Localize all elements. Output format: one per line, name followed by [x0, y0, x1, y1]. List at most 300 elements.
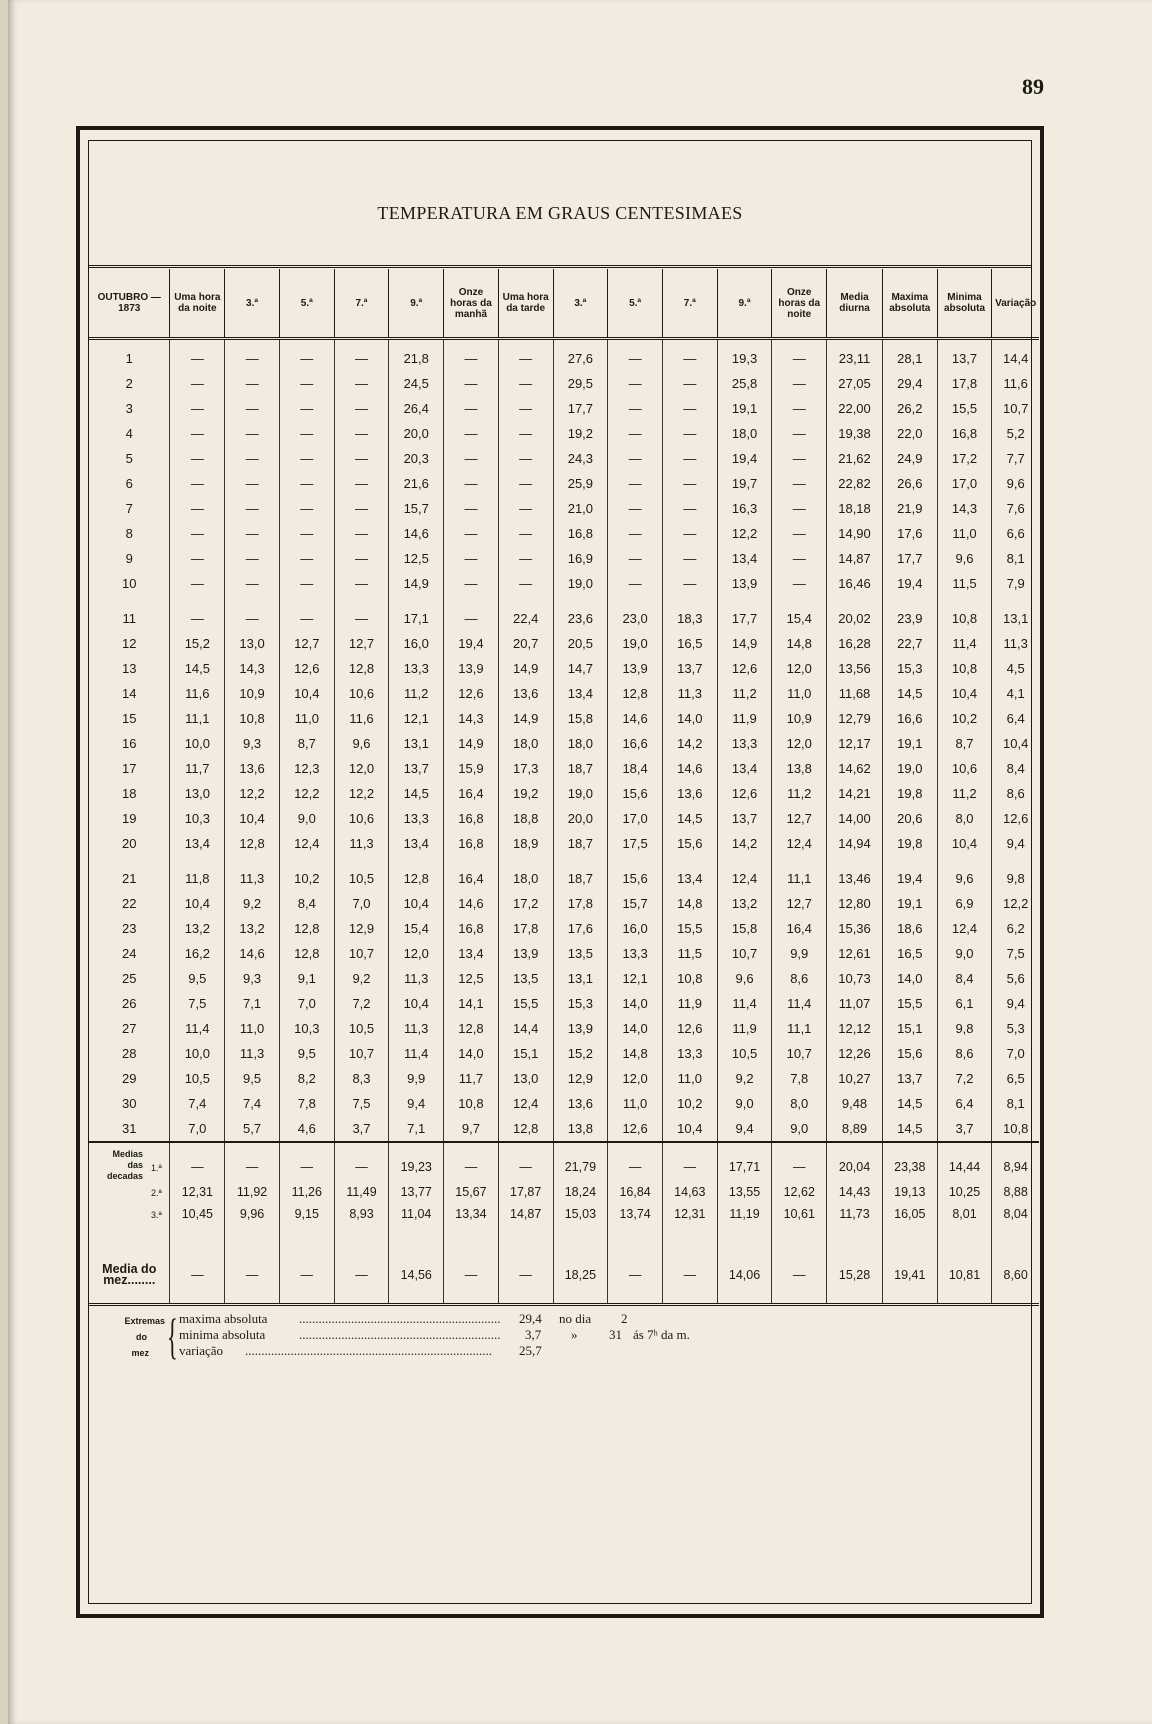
value-cell: —	[170, 1142, 225, 1181]
value-cell: —	[334, 371, 389, 396]
value-cell: 8,2	[279, 1066, 334, 1091]
value-cell: 7,0	[170, 1116, 225, 1142]
value-cell: —	[608, 339, 663, 372]
value-cell: 12,4	[772, 831, 827, 856]
value-cell: 15,67	[444, 1181, 499, 1203]
value-cell: 4,1	[992, 681, 1039, 706]
value-cell: 9,5	[279, 1041, 334, 1066]
table-row	[89, 916, 1039, 941]
value-cell: 14,87	[498, 1203, 553, 1243]
value-cell: 27,05	[827, 371, 883, 396]
value-cell: —	[498, 371, 553, 396]
value-cell: 12,31	[170, 1181, 225, 1203]
table-row	[89, 339, 1039, 372]
value-cell: 15,6	[608, 856, 663, 891]
value-cell: 15,28	[827, 1243, 883, 1305]
value-cell: 24,3	[553, 446, 608, 471]
value-cell: 4,6	[279, 1116, 334, 1142]
value-cell: 15,5	[498, 991, 553, 1016]
value-cell: 13,4	[717, 756, 772, 781]
value-cell: —	[498, 1142, 553, 1181]
day-cell: 17	[122, 761, 137, 776]
value-cell: —	[772, 546, 827, 571]
extremes-label: Extremas do mez	[124, 1316, 165, 1358]
value-cell: 12,61	[827, 941, 883, 966]
value-cell: 11,2	[772, 781, 827, 806]
table-row	[89, 1016, 1039, 1041]
value-cell: 17,7	[882, 546, 937, 571]
value-cell: 14,0	[608, 991, 663, 1016]
day-cell: 9	[125, 551, 133, 566]
value-cell: 19,0	[608, 631, 663, 656]
value-cell: 11,7	[170, 756, 225, 781]
value-cell: 11,0	[772, 681, 827, 706]
value-cell: 11,73	[827, 1203, 883, 1243]
value-cell: 12,8	[389, 856, 444, 891]
value-cell: 11,4	[170, 1016, 225, 1041]
value-cell: —	[608, 1142, 663, 1181]
value-cell: 15,3	[553, 991, 608, 1016]
value-cell: 14,2	[662, 731, 717, 756]
day-cell: 10	[122, 576, 137, 591]
value-cell: 18,0	[717, 421, 772, 446]
value-cell: —	[662, 1142, 717, 1181]
value-cell: 14,5	[882, 1091, 937, 1116]
day-cell: 7	[125, 501, 133, 516]
value-cell: 12,62	[772, 1181, 827, 1203]
table-title: TEMPERATURA EM GRAUS CENTESIMAES	[377, 203, 743, 223]
value-cell: 11,4	[772, 991, 827, 1016]
value-cell: 14,6	[225, 941, 280, 966]
value-cell: 12,8	[498, 1116, 553, 1142]
value-cell: —	[279, 339, 334, 372]
value-cell: 15,8	[717, 916, 772, 941]
value-cell: 11,2	[717, 681, 772, 706]
value-cell: 10,4	[279, 681, 334, 706]
value-cell: 16,84	[608, 1181, 663, 1203]
day-cell: 5	[125, 451, 133, 466]
title-rule	[89, 265, 1031, 268]
table-row	[89, 991, 1039, 1016]
value-cell: 6,2	[992, 916, 1039, 941]
value-cell: 13,55	[717, 1181, 772, 1203]
value-cell: 13,6	[553, 1091, 608, 1116]
value-cell: 22,00	[827, 396, 883, 421]
value-cell: 13,9	[608, 656, 663, 681]
value-cell: 18,25	[553, 1243, 608, 1305]
value-cell: 13,4	[717, 546, 772, 571]
value-cell: 15,6	[608, 781, 663, 806]
value-cell: 10,6	[334, 681, 389, 706]
value-cell: 9,8	[937, 1016, 992, 1041]
value-cell: 13,2	[717, 891, 772, 916]
value-cell: 11,04	[389, 1203, 444, 1243]
value-cell: 5,7	[225, 1116, 280, 1142]
value-cell: 20,3	[389, 446, 444, 471]
value-cell: 13,4	[553, 681, 608, 706]
value-cell: 11,4	[389, 1041, 444, 1066]
value-cell: 12,4	[717, 856, 772, 891]
value-cell: 15,03	[553, 1203, 608, 1243]
value-cell: 8,0	[937, 806, 992, 831]
value-cell: 14,2	[717, 831, 772, 856]
value-cell: 9,4	[992, 991, 1039, 1016]
value-cell: 7,4	[225, 1091, 280, 1116]
value-cell: —	[608, 471, 663, 496]
value-cell: 19,7	[717, 471, 772, 496]
value-cell: 16,4	[444, 856, 499, 891]
table-row	[89, 421, 1039, 446]
table-row	[89, 831, 1039, 856]
value-cell: 25,8	[717, 371, 772, 396]
dot-leader: ..............................................................	[299, 1327, 501, 1342]
value-cell: 10,3	[279, 1016, 334, 1041]
day-cell: 29	[122, 1071, 137, 1086]
value-cell: 10,9	[225, 681, 280, 706]
table-row	[89, 446, 1039, 471]
value-cell: 9,5	[170, 966, 225, 991]
value-cell: —	[170, 446, 225, 471]
h9-evening-header: 9.ª	[717, 269, 772, 339]
value-cell: 6,4	[937, 1091, 992, 1116]
value-cell: 18,0	[498, 856, 553, 891]
value-cell: 23,11	[827, 339, 883, 372]
value-cell: 19,23	[389, 1142, 444, 1181]
value-cell: —	[444, 446, 499, 471]
value-cell: 10,7	[992, 396, 1039, 421]
table-row	[89, 756, 1039, 781]
value-cell: 5,6	[992, 966, 1039, 991]
value-cell: 23,9	[882, 596, 937, 631]
decade-label-cell	[89, 1181, 170, 1203]
value-cell: 12,8	[444, 1016, 499, 1041]
value-cell: 7,5	[334, 1091, 389, 1116]
value-cell: 12,6	[662, 1016, 717, 1041]
value-cell: 19,8	[882, 781, 937, 806]
value-cell: 11,3	[334, 831, 389, 856]
value-cell: 11,5	[662, 941, 717, 966]
value-cell: 16,9	[553, 546, 608, 571]
value-cell: 16,8	[553, 521, 608, 546]
value-cell: 11,4	[937, 631, 992, 656]
value-cell: 9,0	[937, 941, 992, 966]
value-cell: —	[498, 421, 553, 446]
value-cell: 15,4	[389, 916, 444, 941]
value-cell: 6,6	[992, 521, 1039, 546]
value-cell: 8,6	[992, 781, 1039, 806]
value-cell: 10,5	[334, 1016, 389, 1041]
value-cell: 12,3	[279, 756, 334, 781]
day-cell: 1	[125, 351, 133, 366]
value-cell: 20,0	[389, 421, 444, 446]
value-cell: 11,2	[937, 781, 992, 806]
day-cell: 4	[125, 426, 133, 441]
value-cell: 13,1	[389, 731, 444, 756]
uma-hora-tarde-header: Uma hora da tarde	[498, 269, 553, 339]
value-cell: 14,3	[937, 496, 992, 521]
value-cell: 12,6	[717, 656, 772, 681]
value-cell: 9,9	[772, 941, 827, 966]
extreme-var-value: 25,7	[519, 1343, 542, 1358]
value-cell: 8,1	[992, 1091, 1039, 1116]
value-cell: 12,9	[334, 916, 389, 941]
value-cell: 12,7	[334, 631, 389, 656]
value-cell: 13,0	[225, 631, 280, 656]
value-cell: 11,26	[279, 1181, 334, 1203]
value-cell: 19,13	[882, 1181, 937, 1203]
value-cell: —	[444, 596, 499, 631]
value-cell: 12,2	[225, 781, 280, 806]
value-cell: 24,9	[882, 446, 937, 471]
value-cell: 13,8	[772, 756, 827, 781]
value-cell: 12,6	[608, 1116, 663, 1142]
value-cell: 7,2	[937, 1066, 992, 1091]
value-cell: 13,7	[662, 656, 717, 681]
value-cell: 27,6	[553, 339, 608, 372]
value-cell: 10,4	[170, 891, 225, 916]
value-cell: 15,5	[662, 916, 717, 941]
value-cell: 8,04	[992, 1203, 1039, 1243]
extreme-max-day: 2	[621, 1311, 628, 1326]
table-row	[89, 371, 1039, 396]
decade-number: 1.ª	[151, 1163, 162, 1173]
value-cell: 10,25	[937, 1181, 992, 1203]
value-cell: 14,9	[498, 656, 553, 681]
decade-number: 2.ª	[151, 1188, 162, 1198]
value-cell: 13,9	[498, 941, 553, 966]
value-cell: 9,4	[992, 831, 1039, 856]
value-cell: 13,5	[498, 966, 553, 991]
value-cell: 11,3	[662, 681, 717, 706]
value-cell: 16,2	[170, 941, 225, 966]
value-cell: 15,1	[882, 1016, 937, 1041]
value-cell: —	[608, 421, 663, 446]
value-cell: —	[772, 1142, 827, 1181]
value-cell: 13,8	[553, 1116, 608, 1142]
value-cell: 13,7	[717, 806, 772, 831]
value-cell: 9,6	[937, 546, 992, 571]
value-cell: —	[170, 396, 225, 421]
value-cell: 10,8	[992, 1116, 1039, 1142]
value-cell: —	[444, 339, 499, 372]
value-cell: 26,6	[882, 471, 937, 496]
value-cell: —	[279, 396, 334, 421]
value-cell: —	[608, 446, 663, 471]
h3-afternoon-header: 3.ª	[553, 269, 608, 339]
value-cell: —	[225, 571, 280, 596]
value-cell: —	[772, 396, 827, 421]
value-cell: —	[334, 471, 389, 496]
value-cell: 14,9	[717, 631, 772, 656]
day-cell: 21	[122, 871, 137, 886]
extreme-min-label: minima absoluta	[179, 1327, 266, 1342]
h9-day-header: 9.ª	[389, 269, 444, 339]
value-cell: 13,9	[444, 656, 499, 681]
value-cell: 11,92	[225, 1181, 280, 1203]
value-cell: 9,96	[225, 1203, 280, 1243]
value-cell: 17,3	[498, 756, 553, 781]
value-cell: 17,5	[608, 831, 663, 856]
value-cell: 9,6	[717, 966, 772, 991]
value-cell: 11,3	[225, 1041, 280, 1066]
table-row	[89, 496, 1039, 521]
value-cell: 11,0	[608, 1091, 663, 1116]
value-cell: 19,2	[498, 781, 553, 806]
value-cell: 18,8	[498, 806, 553, 831]
value-cell: 19,4	[882, 856, 937, 891]
value-cell: 11,3	[389, 966, 444, 991]
value-cell: 11,7	[444, 1066, 499, 1091]
value-cell: 5,2	[992, 421, 1039, 446]
value-cell: —	[608, 396, 663, 421]
value-cell: 20,5	[553, 631, 608, 656]
value-cell: 10,2	[662, 1091, 717, 1116]
value-cell: 16,4	[444, 781, 499, 806]
value-cell: 14,6	[389, 521, 444, 546]
value-cell: 7,0	[334, 891, 389, 916]
value-cell: 14,3	[225, 656, 280, 681]
value-cell: 13,1	[553, 966, 608, 991]
value-cell: 16,3	[717, 496, 772, 521]
value-cell: 15,9	[444, 756, 499, 781]
value-cell: —	[444, 546, 499, 571]
value-cell: —	[444, 496, 499, 521]
value-cell: 11,07	[827, 991, 883, 1016]
value-cell: 24,5	[389, 371, 444, 396]
value-cell: 15,2	[553, 1041, 608, 1066]
value-cell: —	[225, 596, 280, 631]
value-cell: —	[772, 471, 827, 496]
value-cell: 10,7	[334, 1041, 389, 1066]
dot-leader: ............................................................................	[245, 1343, 492, 1358]
value-cell: 11,4	[717, 991, 772, 1016]
value-cell: 9,9	[389, 1066, 444, 1091]
decade-label-cell	[89, 1142, 170, 1181]
value-cell: 6,4	[992, 706, 1039, 731]
value-cell: 7,9	[992, 571, 1039, 596]
value-cell: 15,6	[882, 1041, 937, 1066]
value-cell: 15,4	[772, 596, 827, 631]
value-cell: 13,3	[608, 941, 663, 966]
day-cell: 2	[125, 376, 133, 391]
value-cell: 9,0	[717, 1091, 772, 1116]
value-cell: 7,5	[992, 941, 1039, 966]
value-cell: —	[444, 371, 499, 396]
day-cell: 19	[122, 811, 137, 826]
value-cell: 18,24	[553, 1181, 608, 1203]
value-cell: 13,4	[662, 856, 717, 891]
value-cell: —	[279, 546, 334, 571]
value-cell: 19,8	[882, 831, 937, 856]
value-cell: 21,0	[553, 496, 608, 521]
value-cell: —	[334, 546, 389, 571]
table-frame	[76, 126, 1044, 1618]
day-cell: 30	[122, 1096, 137, 1111]
value-cell: —	[225, 521, 280, 546]
value-cell: 14,94	[827, 831, 883, 856]
extreme-max-label: maxima absoluta	[179, 1311, 268, 1326]
value-cell: —	[225, 339, 280, 372]
value-cell: 13,7	[882, 1066, 937, 1091]
value-cell: 18,7	[553, 756, 608, 781]
uma-hora-noite-header: Uma hora da noite	[170, 269, 225, 339]
value-cell: —	[662, 446, 717, 471]
value-cell: 14,9	[389, 571, 444, 596]
value-cell: 10,61	[772, 1203, 827, 1243]
value-cell: 9,7	[444, 1116, 499, 1142]
value-cell: —	[279, 421, 334, 446]
value-cell: 14,3	[444, 706, 499, 731]
table-row	[89, 596, 1039, 631]
value-cell: 20,0	[553, 806, 608, 831]
table-row	[89, 781, 1039, 806]
value-cell: 9,0	[772, 1116, 827, 1142]
value-cell: 17,0	[937, 471, 992, 496]
value-cell: 15,8	[553, 706, 608, 731]
value-cell: 9,15	[279, 1203, 334, 1243]
value-cell: —	[444, 471, 499, 496]
value-cell: 7,2	[334, 991, 389, 1016]
value-cell: 18,0	[553, 731, 608, 756]
value-cell: —	[772, 339, 827, 372]
value-cell: 8,3	[334, 1066, 389, 1091]
value-cell: 22,7	[882, 631, 937, 656]
value-cell: 16,05	[882, 1203, 937, 1243]
day-cell: 26	[122, 996, 137, 1011]
extreme-max-row	[179, 1311, 879, 1327]
value-cell: 29,4	[882, 371, 937, 396]
temperature-table	[89, 269, 1039, 1306]
value-cell: 15,5	[882, 991, 937, 1016]
table-row	[89, 706, 1039, 731]
month-mean-row	[89, 1243, 1039, 1305]
value-cell: 12,8	[334, 656, 389, 681]
value-cell: —	[225, 446, 280, 471]
value-cell: —	[444, 1243, 499, 1305]
value-cell: —	[334, 421, 389, 446]
value-cell: —	[662, 396, 717, 421]
date-column-header: OUTUBRO — 1873	[89, 269, 170, 339]
page-sheet	[8, 0, 1152, 1724]
value-cell: 12,5	[444, 966, 499, 991]
value-cell: 19,4	[882, 571, 937, 596]
value-cell: 12,8	[279, 916, 334, 941]
table-row	[89, 1116, 1039, 1142]
value-cell: 13,5	[553, 941, 608, 966]
value-cell: 14,9	[444, 731, 499, 756]
value-cell: 10,7	[717, 941, 772, 966]
value-cell: 12,2	[717, 521, 772, 546]
table-row	[89, 941, 1039, 966]
value-cell: 12,8	[279, 941, 334, 966]
value-cell: —	[225, 396, 280, 421]
decade-number: 3.ª	[151, 1210, 162, 1220]
value-cell: 22,82	[827, 471, 883, 496]
value-cell: 10,0	[170, 1041, 225, 1066]
value-cell: —	[772, 521, 827, 546]
value-cell: 12,1	[389, 706, 444, 731]
value-cell: 14,0	[444, 1041, 499, 1066]
value-cell: 23,0	[608, 596, 663, 631]
value-cell: —	[334, 521, 389, 546]
value-cell: 12,31	[662, 1203, 717, 1243]
value-cell: 7,8	[772, 1066, 827, 1091]
table-row	[89, 546, 1039, 571]
decade-mean-row	[89, 1203, 1039, 1243]
value-cell: 13,4	[389, 831, 444, 856]
minima-absoluta-header: Minima absoluta	[937, 269, 992, 339]
value-cell: 8,4	[937, 966, 992, 991]
